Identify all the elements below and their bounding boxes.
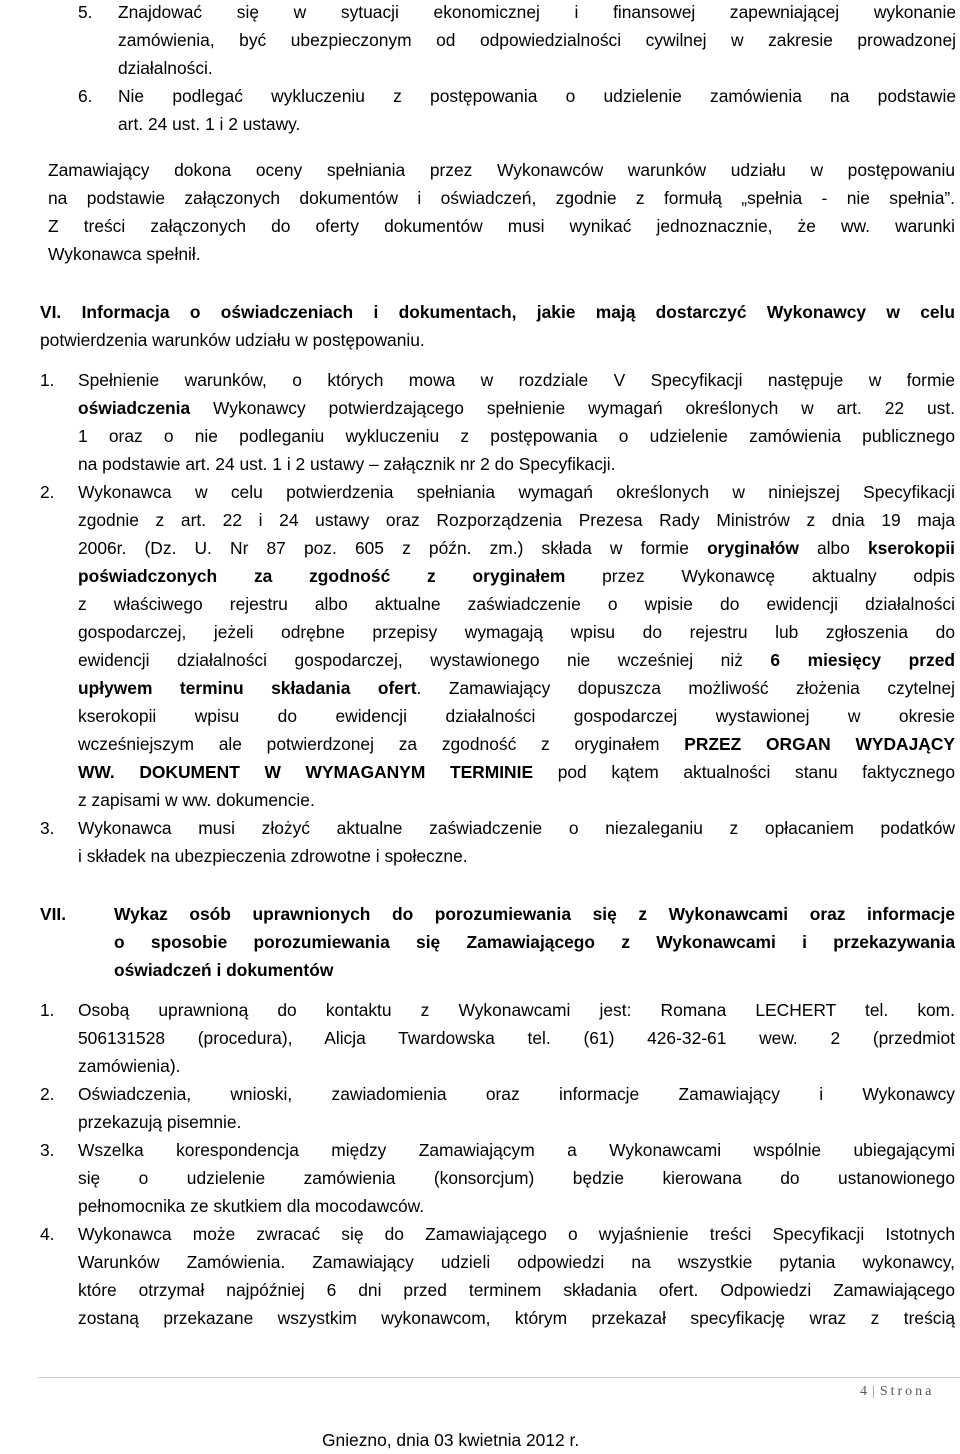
paragraph-line [78,398,955,419]
paragraph-line: kserokopii wpisu do ewidencji działalności gospodarczej wystawionej w okresie [78,706,955,726]
section-number: VI. [40,302,62,322]
section-title: oświadczeń i dokumentów [114,960,334,980]
paragraph-line: które otrzymał najpóźniej 6 dni przed terminem składania ofert. Odpowiedzi Zamawiającego [78,1280,955,1300]
paragraph-line: Wykonawca musi złożyć aktualne zaświadczenie o niezaleganiu z opłacaniem podatków [78,818,955,838]
paragraph-line: Nie podlegać wykluczeniu z postępowania o udzielenie zamówienia na podstawie [118,86,956,106]
emphasis: poświadczonych za zgodność z oryginałem [78,566,566,586]
section-heading-continued: potwierdzenia warunków udziału w postępowaniu. [40,330,425,350]
emphasis: oryginałów [707,538,799,558]
list-number: 3. [40,818,55,838]
section-heading [40,302,955,323]
list-number: 4. [40,1224,55,1244]
page-word: Strona [879,1384,935,1399]
paragraph-line: 1 oraz o nie podleganiu wykluczeniu z postępowania o udzielenie zamówienia publicznego [78,426,955,446]
paragraph-line: Wykonawca może zwracać się do Zamawiającego o wyjaśnienie treści Specyfikacji Istotnych [78,1224,955,1244]
emphasis: kserokopii [868,538,955,558]
list-number: 1. [40,370,55,390]
text-run: ewidencji działalności gospodarczej, wystawionego nie wcześniej niż [78,650,771,670]
footer-divider [38,1377,960,1378]
emphasis: WW. DOKUMENT W WYMAGANYM TERMINIE [78,762,534,782]
text-run: 2006r. (Dz. U. Nr 87 poz. 605 z późn. zm.) składa w formie [78,538,708,558]
paragraph-line [78,678,955,699]
paragraph-line [78,734,955,755]
place-date: Gniezno, dnia 03 kwietnia 2012 r. [322,1430,580,1450]
section-title: o sposobie porozumiewania się Zamawiającego z Wykonawcami i przekazywania [114,932,955,952]
emphasis: upływem terminu składania ofert [78,678,417,698]
paragraph-line: Znajdować się w sytuacji ekonomicznej i finansowej zapewniającej wykonanie [118,2,956,22]
section-title: Wykaz osób uprawnionych do porozumiewania się z Wykonawcami oraz informacje [114,904,955,924]
page-number-value: 4 [860,1384,870,1399]
list-number: 2. [40,1084,55,1104]
list-number: 5. [78,2,93,22]
paragraph-line: przekazują pisemnie. [78,1112,242,1132]
paragraph-line: Osobą uprawnioną do kontaktu z Wykonawcami jest: Romana LECHERT tel. kom. [78,1000,955,1020]
paragraph-line: zamówienia). [78,1056,181,1076]
text-run: albo [798,538,868,558]
list-number: 1. [40,1000,55,1020]
paragraph-line: Spełnienie warunków, o których mowa w rozdziale V Specyfikacji następuje w formie [78,370,955,390]
text-run: . Zamawiający dopuszcza możliwość złożenia czytelnej [416,678,955,698]
paragraph-line [78,566,955,587]
paragraph-line: zamówienia, być ubezpieczonym od odpowiedzialności cywilnej w zakresie prowadzonej [118,30,956,50]
paragraph-line: gospodarczej, jeżeli odrębne przepisy wymagają wpisu do rejestru lub zgłoszenia do [78,622,955,642]
section-title: Informacja o oświadczeniach i dokumentach, jakie mają dostarczyć Wykonawcy w celu [81,302,955,322]
paragraph-line: Oświadczenia, wnioski, zawiadomienia oraz informacje Zamawiający i Wykonawcy [78,1084,955,1104]
paragraph-line: na podstawie art. 24 ust. 1 i 2 ustawy – załącznik nr 2 do Specyfikacji. [78,454,616,474]
emphasis: 6 miesięcy przed [770,650,956,670]
paragraph-line [78,538,955,559]
paragraph-line: Warunków Zamówienia. Zamawiający udzieli odpowiedzi na wszystkie pytania wykonawcy, [78,1252,955,1272]
list-number: 2. [40,482,55,502]
paragraph-line: pełnomocnika ze skutkiem dla mocodawców. [78,1196,425,1216]
page-separator: | [872,1384,878,1399]
text-run: przez Wykonawcę aktualny odpis [565,566,955,586]
emphasis: PRZEZ ORGAN WYDAJĄCY [684,734,955,754]
paragraph-line: Wykonawca spełnił. [48,244,201,264]
paragraph-line: 506131528 (procedura), Alicja Twardowska tel. (61) 426-32-61 wew. 2 (przedmiot [78,1028,955,1048]
paragraph-line: Wszelka korespondencja między Zamawiającym a Wykonawcami wspólnie ubiegającymi [78,1140,955,1160]
section-number: VII. [40,904,67,924]
paragraph-line: i składek na ubezpieczenia zdrowotne i społeczne. [78,846,468,866]
paragraph-line [78,650,955,671]
list-number: 3. [40,1140,55,1160]
emphasis: oświadczenia [78,398,191,418]
text-run: Wykonawcy potwierdzającego spełnienie wymagań określonych w art. 22 ust. [190,398,955,418]
paragraph-line: Zamawiający dokona oceny spełniania przez Wykonawców warunków udziału w postępowaniu [48,160,955,180]
paragraph-line: się o udzielenie zamówienia (konsorcjum) będzie kierowana do ustanowionego [78,1168,955,1188]
paragraph-line: na podstawie załączonych dokumentów i oświadczeń, zgodnie z formułą „spełnia - nie spełnia”. [48,188,955,208]
paragraph-line: art. 24 ust. 1 i 2 ustawy. [118,114,301,134]
paragraph-line: zostaną przekazane wszystkim wykonawcom, którym przekazał specyfikację wraz z treścią [78,1308,955,1328]
text-run: wcześniejszym ale potwierdzonej za zgodność z oryginałem [78,734,685,754]
paragraph-line: zgodnie z art. 22 i 24 ustawy oraz Rozporządzenia Prezesa Rady Ministrów z dnia 19 maja [78,510,955,530]
paragraph-line: z właściwego rejestru albo aktualne zaświadczenie o wpisie do ewidencji działalności [78,594,955,614]
list-number: 6. [78,86,93,106]
text-run: pod kątem aktualności stanu faktycznego [533,762,955,782]
paragraph-line [78,762,955,783]
paragraph-line: działalności. [118,58,213,78]
paragraph-line: z zapisami w ww. dokumencie. [78,790,315,810]
paragraph-line: Wykonawca w celu potwierdzenia spełniania wymagań określonych w niniejszej Specyfikacji [78,482,955,502]
page-number [860,1384,934,1400]
paragraph-line: Z treści załączonych do oferty dokumentów musi wynikać jednoznacznie, że ww. warunki [48,216,955,236]
